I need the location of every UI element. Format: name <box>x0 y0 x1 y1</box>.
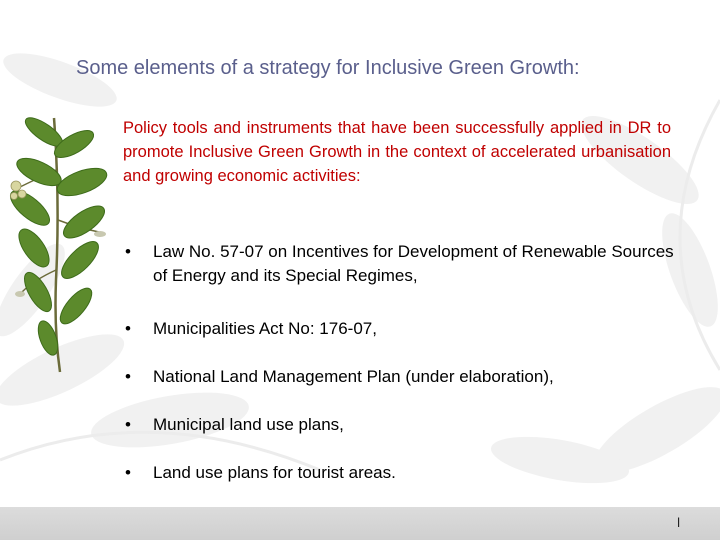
list-item <box>123 461 683 485</box>
bullet-marker: • <box>125 463 131 482</box>
slide-title: Some elements of a strategy for Inclusive Green Growth: <box>76 57 580 79</box>
list-item <box>123 365 683 389</box>
list-item-text: Land use plans for tourist areas. <box>153 463 396 482</box>
list-item <box>123 317 683 341</box>
footer-bar <box>0 507 720 540</box>
intro-paragraph: Policy tools and instruments that have been successfully applied in DR to promote Inclusive Green Growth in the context of accelerated urbanisation and growing economic activities: <box>123 119 671 185</box>
plant-illustration-icon <box>4 110 114 375</box>
bullet-marker: • <box>125 242 131 261</box>
list-item-text: Municipal land use plans, <box>153 415 344 434</box>
list-item <box>123 240 683 288</box>
bullet-marker: • <box>125 367 131 386</box>
list-item-text: Law No. 57-07 on Incentives for Development of Renewable Sources of Energy and its Special Regimes, <box>153 242 674 285</box>
page-number: l <box>677 515 680 530</box>
list-item-text: Municipalities Act No: 176-07, <box>153 319 377 338</box>
bullet-marker: • <box>125 415 131 434</box>
list-item-text: National Land Management Plan (under elaboration), <box>153 367 554 386</box>
bullet-marker: • <box>125 319 131 338</box>
list-item <box>123 413 683 437</box>
